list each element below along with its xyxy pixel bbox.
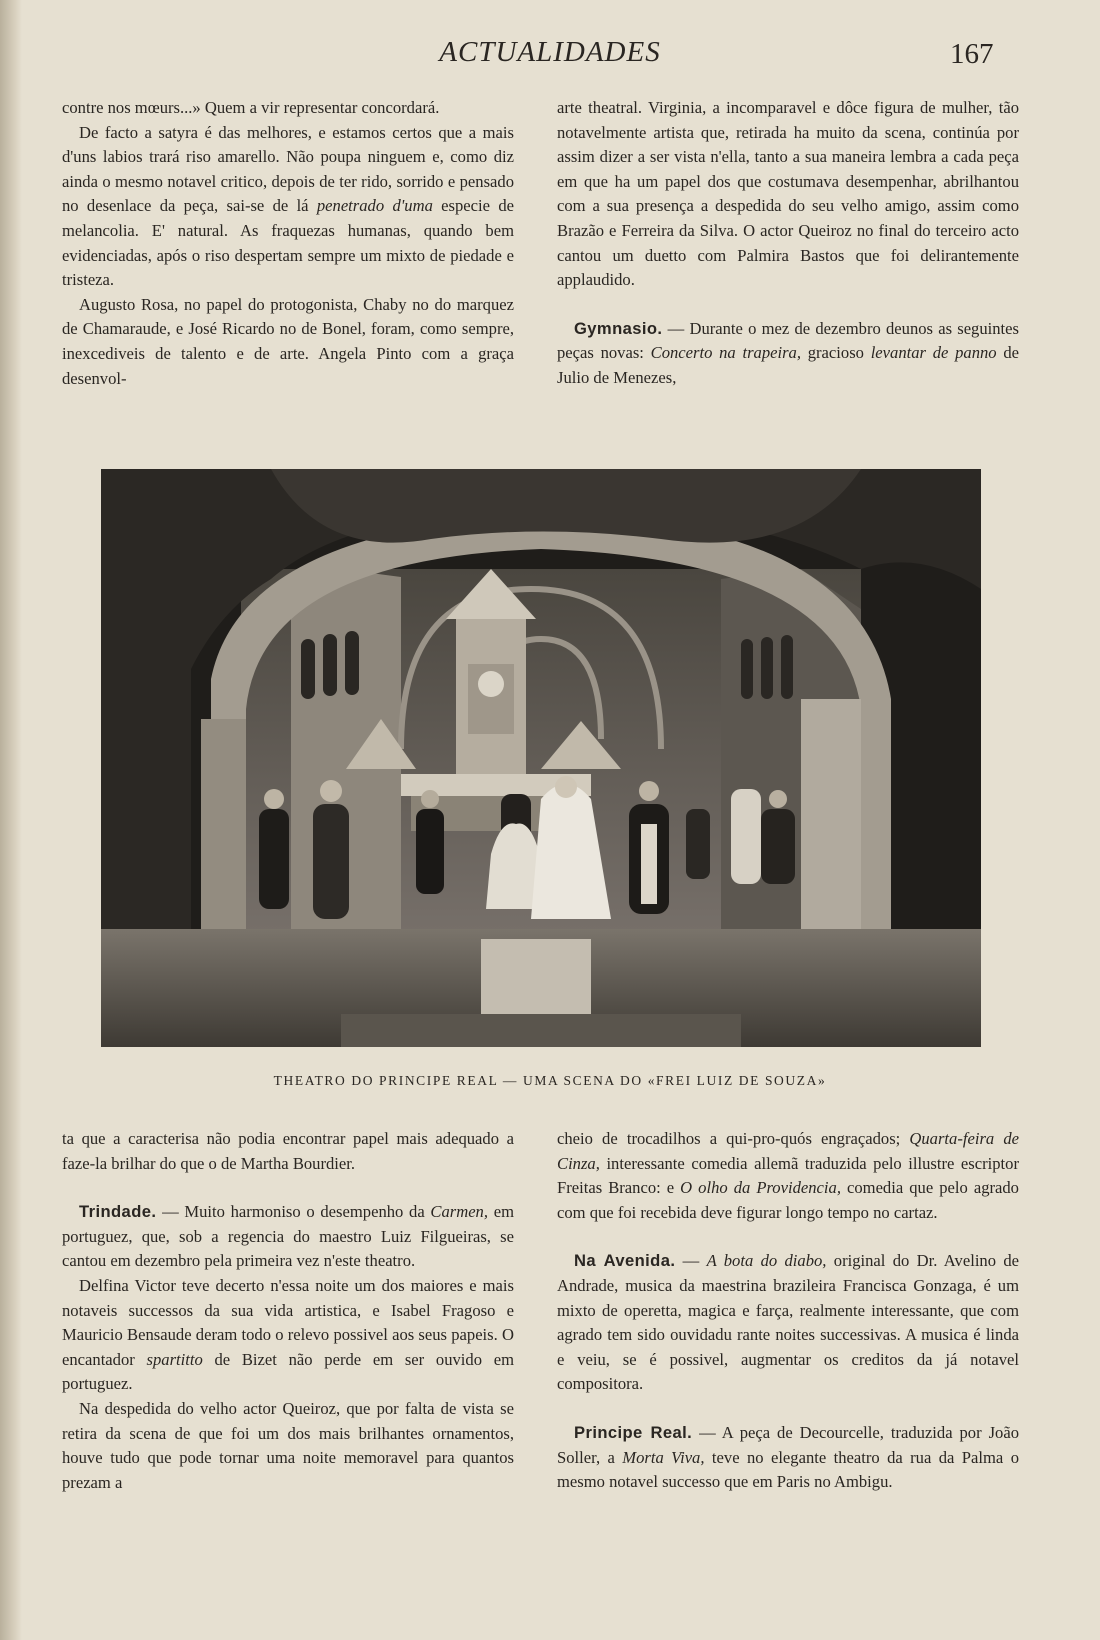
paragraph (62, 1274, 514, 1397)
text-run: gracioso (801, 343, 871, 363)
figure-caption: THEATRO DO PRINCIPE REAL — UMA SCENA DO «FREI LUIZ DE SOUZA» (273, 1073, 827, 1088)
text-run: — Durante o mez de dezembro deunos as seguintes peças novas: (557, 318, 1019, 363)
italic-text: Quarta-feira de Cinza, (557, 1129, 1019, 1173)
text-run: cheio de trocadilhos a qui-pro-quós engraçados; (557, 1129, 910, 1148)
page-number: 167 (950, 38, 994, 70)
stage-scene-illustration (101, 469, 981, 1047)
paragraph (557, 1127, 1019, 1225)
italic-text: Morta Viva, (622, 1447, 705, 1467)
column-bottom-right (557, 1127, 1019, 1495)
text-run: interessante comedia allemã traduzida pelo illustre escriptor Freitas Branco: e (557, 1153, 1019, 1198)
section-principe-real (557, 1421, 1019, 1495)
book-spine-shadow (0, 0, 22, 1640)
paragraph: Na despedida do velho actor Queiroz, que por falta de vista se retira da scena de que foi um dos mais brilhantes ornamentos, houve tudo que pode tornar uma noite memoravel para quantos prezam a (62, 1398, 514, 1492)
section-avenida (557, 1249, 1019, 1397)
column-top-right (557, 96, 1019, 391)
text-run: comedia que pelo agrado com que foi recebida deve figurar longo tempo no cartaz. (557, 1178, 1019, 1222)
section-rubric: Principe Real. (574, 1422, 693, 1442)
page-header (0, 36, 1100, 76)
text-run: teve no elegante theatro da rua da Palma o mesmo notavel successo que em Paris no Ambigu. (557, 1447, 1019, 1492)
italic-text: spartitto (146, 1349, 203, 1369)
text-run: em portuguez, que, sob a regencia do maestro Luiz Filgueiras, se cantou em dezembro pela primeira vez n'este theatro. (62, 1202, 514, 1271)
section-gymnasio (557, 317, 1019, 391)
column-bottom-left (62, 1127, 514, 1495)
text-run: — Muito harmoniso o desempenho da (156, 1202, 431, 1222)
prompt-box (481, 939, 591, 1014)
italic-text: O olho da Providencia, (680, 1178, 841, 1198)
footlights (341, 1014, 741, 1047)
paragraph: Augusto Rosa, no papel do protogonista, Chaby no do marquez de Chamaraude, e José Ricardo no de Bonel, foram, como sempre, inexcediveis de talento e de arte. Angela Pinto com a graça desenvol- (62, 294, 514, 388)
section-rubric: Trindade. (79, 1202, 157, 1222)
paragraph: contre nos mœurs...» Quem a vir representar concordará. (62, 98, 440, 117)
paragraph (62, 121, 514, 293)
text-run: especie de melancolia. E' natural. As fraquezas humanas, quando bem evidenciadas, após o riso despertam sempre um mixto de piedade e tristeza. (62, 196, 514, 290)
left-column (201, 719, 246, 939)
right-column (801, 699, 861, 939)
italic-text: penetrado d'uma (316, 196, 433, 216)
italic-text: Carmen, (430, 1202, 489, 1222)
stage-photograph (101, 469, 981, 1047)
text-run: De facto a satyra é das melhores, e estamos certos que a mais d'uns labios trará riso amarello. Não poupa ninguem e, como diz ainda o mesmo notavel critico, depois de ter rido, sorrido e pensado no desenlace da peça, sai-se de lá (62, 122, 514, 216)
section-rubric: Na Avenida. (574, 1251, 676, 1271)
section-trindade (62, 1200, 514, 1274)
top-drape (271, 469, 861, 543)
paragraph: ta que a caracterisa não podia encontrar papel mais adequado a faze-la brilhar do que o de Martha Bourdier. (62, 1129, 514, 1173)
column-top-left (62, 96, 514, 391)
text-run: — (675, 1251, 707, 1271)
running-title: ACTUALIDADES (439, 36, 661, 68)
text-run: — A peça de Decourcelle, traduzida por João Soller, a (557, 1422, 1019, 1467)
text-run: de Bizet não perde em ser ouvido em portuguez. (62, 1349, 514, 1394)
section-rubric: Gymnasio. (574, 318, 663, 338)
italic-text: A bota do diabo, (706, 1251, 827, 1271)
italic-text: levantar de panno (870, 343, 997, 363)
text-run: de Julio de Menezes, (557, 343, 1020, 387)
text-run: Delfina Victor teve decerto n'essa noite um dos maiores e mais notaveis successos da sua vida artistica, e Isabel Fragoso e Mauricio Bensaude deram todo o relevo possivel aos seus papeis. O encantador (62, 1275, 514, 1369)
paragraph: arte theatral. Virginia, a incomparavel e dôce figura de mulher, tão notavelmente artista que, retirada ha muito da scena, continúa por assim dizer a ser vista n'ella, tanto a sua maneira lembra a cada peça em que ha um papel dos que costumava desempenhar, abrilhantou com a sua presença a despedida do seu velho amigo, assim como Brazão e Ferreira da Silva. O actor Queiroz no final do terceiro acto cantou um duetto com Palmira Bastos que foi delirantemente applaudido. (557, 98, 1019, 290)
text-run: original do Dr. Avelino de Andrade, musica da maestrina brazileira Francisca Gonzaga, é um mixto de operetta, magica e farça, realmente interessante, que com agrado tem sido ouvidadu rante noites successivas. A musica é linda e veiu, se é possivel, augmentar os creditos da já notavel compositora. (557, 1251, 1020, 1394)
italic-text: Concerto na trapeira, (650, 343, 801, 363)
